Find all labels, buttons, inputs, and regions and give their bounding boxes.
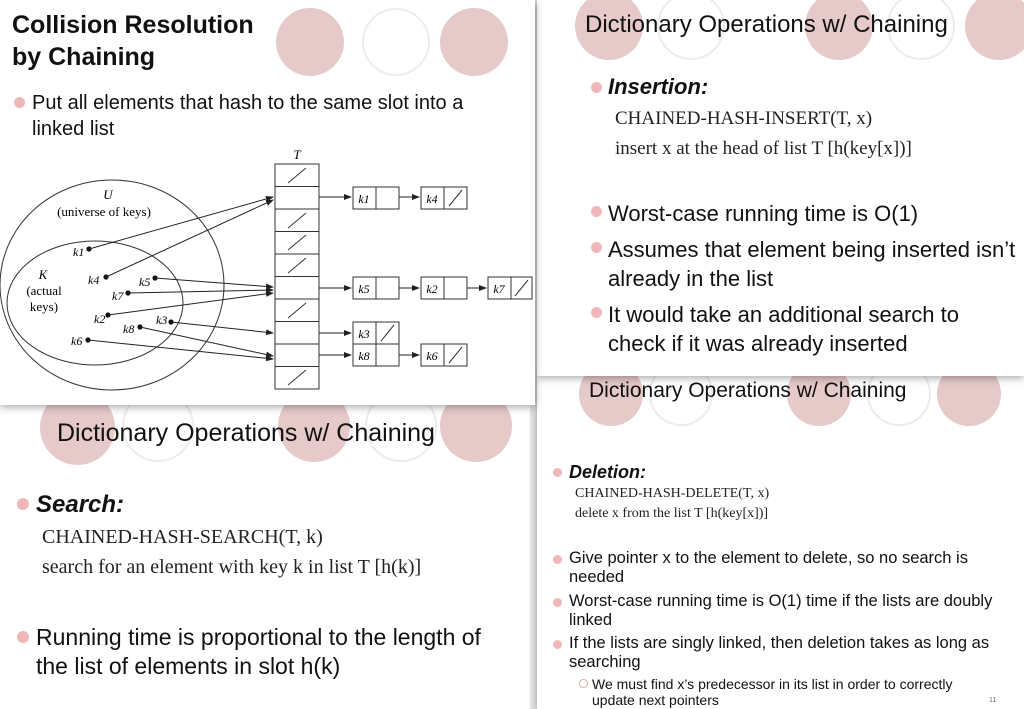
svg-text:k6: k6	[426, 349, 438, 363]
bullet-dot	[591, 242, 602, 253]
bullet-text: Put all elements that hash to the same slot into a linked list	[32, 92, 464, 140]
actual-label: K	[38, 267, 48, 282]
bullet-text: Give pointer x to the element to delete, so no search is needed	[569, 549, 968, 586]
pseudocode-description: delete x from the list T [h(key[x])]	[575, 506, 769, 521]
hash-arrows	[88, 197, 273, 359]
hash-table	[275, 164, 319, 389]
bullet-text: Worst-case running time is O(1)	[608, 201, 919, 226]
bullet-text: It would take an additional search to check if it was already inserted	[608, 302, 960, 356]
bullet-text: Assumes that element being inserted isn’t already in the list	[608, 237, 1016, 291]
svg-text:k1: k1	[358, 192, 370, 206]
slide-search	[0, 395, 530, 709]
chain-nodes	[353, 187, 532, 366]
page-number: 11	[989, 697, 997, 704]
slide-insertion	[537, 0, 1024, 376]
slide-deletion	[537, 372, 1024, 709]
bullet-dot	[591, 82, 602, 93]
bullet-dot	[553, 468, 562, 477]
svg-text:k2: k2	[426, 282, 438, 296]
pseudocode-description: search for an element with key k in list T [h(k)]	[42, 556, 422, 578]
svg-text:k8: k8	[123, 322, 135, 336]
table-label: T	[293, 147, 301, 162]
bullet-dot	[17, 631, 29, 643]
bullet-dot	[553, 555, 562, 564]
slide-collision-resolution	[0, 0, 535, 405]
svg-text:k1: k1	[73, 245, 85, 259]
decor-circle	[362, 8, 430, 76]
bullet-text: If the lists are singly linked, then deletion takes as long as searching	[569, 634, 990, 671]
svg-text:k5: k5	[358, 282, 370, 296]
bullet-dot	[14, 97, 25, 108]
bullet-text: Running time is proportional to the length of the list of elements in slot h(k)	[36, 624, 481, 679]
svg-text:k2: k2	[94, 312, 106, 326]
universe-desc: (universe of keys)	[57, 204, 151, 219]
operation-heading: Search:	[36, 491, 125, 518]
pseudocode-signature: CHAINED-HASH-DELETE(T, x)	[575, 486, 770, 501]
pseudocode-signature: CHAINED-HASH-INSERT(T, x)	[615, 108, 873, 129]
pseudocode-signature: CHAINED-HASH-SEARCH(T, k)	[42, 526, 323, 548]
decor-circle	[440, 395, 512, 462]
bullet-text: Worst-case running time is O(1) time if the lists are doubly linked	[569, 592, 993, 629]
key-labels	[71, 245, 167, 348]
slide-title-line1: Collision Resolution	[12, 11, 254, 39]
operation-heading: Insertion:	[608, 74, 709, 99]
decor-circle	[276, 8, 344, 76]
svg-text:k4: k4	[426, 192, 438, 206]
svg-text:k6: k6	[71, 334, 83, 348]
slide-title: Dictionary Operations w/ Chaining	[57, 419, 435, 447]
hash-chaining-diagram	[0, 145, 535, 405]
svg-text:k8: k8	[358, 349, 370, 363]
bullet-dot	[17, 498, 29, 510]
pseudocode-description: insert x at the head of list T [h(key[x])]	[615, 138, 912, 159]
svg-text:k4: k4	[88, 273, 100, 287]
svg-text:k7: k7	[493, 282, 505, 296]
chain-arrows	[319, 197, 486, 355]
bullet-dot	[553, 598, 562, 607]
decor-circle	[937, 372, 1001, 426]
svg-text:k3: k3	[156, 313, 168, 327]
decor-circle	[440, 8, 508, 76]
bullet-dot	[591, 307, 602, 318]
slide-title: Dictionary Operations w/ Chaining	[585, 11, 948, 38]
actual-desc-2: keys)	[29, 299, 59, 314]
slide-title: Dictionary Operations w/ Chaining	[589, 379, 907, 402]
bullet-dot	[553, 640, 562, 649]
operation-heading: Deletion:	[569, 462, 647, 482]
sub-bullet-ring	[579, 679, 588, 688]
svg-text:k3: k3	[358, 327, 370, 341]
actual-desc-1: (actual	[26, 283, 62, 298]
decor-circle	[965, 0, 1024, 60]
svg-text:k5: k5	[139, 275, 151, 289]
universe-label: U	[103, 187, 113, 202]
svg-text:k7: k7	[112, 289, 124, 303]
sub-bullet-text: We must find x’s predecessor in its list in order to correctly update next pointers	[592, 676, 953, 708]
bullet-dot	[591, 206, 602, 217]
slide-title-line2: by Chaining	[12, 43, 156, 71]
